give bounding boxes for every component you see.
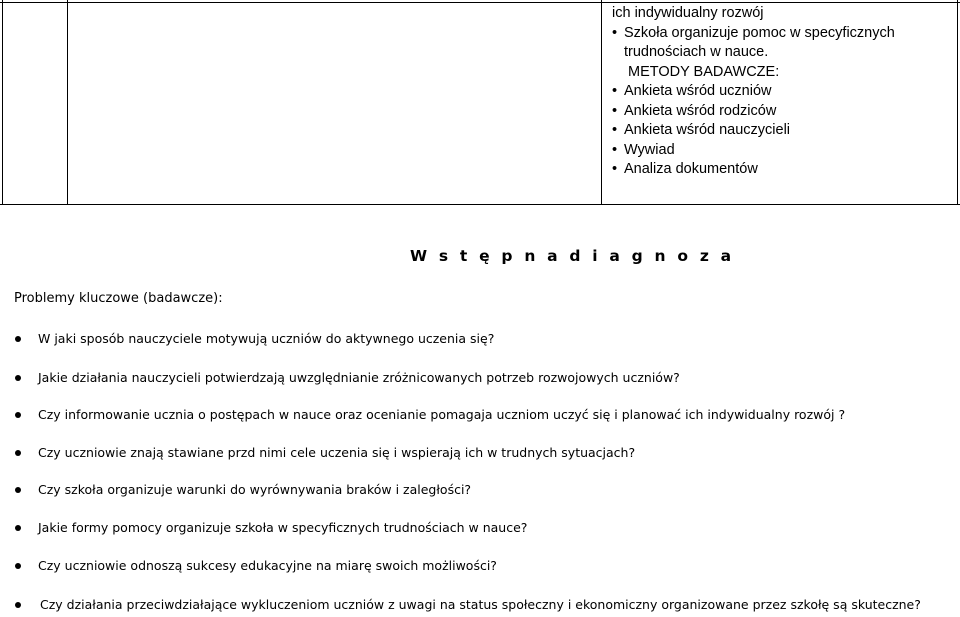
bullet-line	[612, 121, 952, 141]
bullet-icon	[15, 450, 21, 456]
question-item	[0, 370, 960, 390]
question-item	[0, 597, 960, 617]
question-text: W jaki sposób nauczyciele motywują uczniów do aktywnego uczenia się?	[38, 331, 495, 346]
bullet-icon	[15, 412, 21, 418]
question-text: Czy szkoła organizuje warunki do wyrównywania braków i zaległości?	[38, 482, 472, 497]
question-item	[0, 558, 960, 578]
bullet-icon: •	[612, 161, 618, 177]
question-text: Jakie formy pomocy organizuje szkoła w specyficznych trudnościach w nauce?	[38, 520, 528, 535]
question-item	[0, 445, 960, 465]
bullet-icon: •	[612, 122, 618, 138]
text-line	[612, 43, 952, 63]
line-text: Ankieta wśród uczniów	[624, 83, 772, 99]
bullet-icon: •	[612, 24, 618, 41]
question-item	[0, 520, 960, 540]
bullet-icon	[15, 525, 21, 531]
table-col-divider-1	[67, 0, 68, 205]
question-text: Czy uczniowie odnoszą sukcesy edukacyjne na miarę swoich możliwości?	[38, 558, 497, 573]
bullet-line	[612, 102, 952, 122]
bullet-line	[612, 160, 952, 180]
line-text: Ankieta wśród rodziców	[624, 102, 777, 119]
bullet-icon	[15, 375, 21, 381]
table-col-divider-2	[601, 0, 602, 205]
bullet-icon: •	[612, 83, 618, 99]
methods-cell	[612, 4, 952, 180]
bullet-icon: •	[612, 102, 618, 119]
bullet-icon	[15, 602, 21, 608]
bullet-icon	[15, 487, 21, 493]
question-text: Czy działania przeciwdziałające wykluczeniom uczniów z uwagi na status społeczny i ekonomiczny organizowane przez szkołę są skuteczne?	[40, 597, 921, 612]
question-item	[0, 407, 960, 427]
line-text: Ankieta wśród nauczycieli	[624, 122, 791, 138]
bullet-icon	[15, 563, 21, 569]
table-right-border	[957, 0, 958, 205]
bullet-line	[612, 141, 952, 161]
section-title: W s t ę p n a d i a g n o z a	[410, 247, 735, 265]
question-text: Jakie działania nauczycieli potwierdzają uwzględnianie zróżnicowanych potrzeb rozwojowych uczniów?	[38, 370, 680, 385]
line-text: METODY BADAWCZE:	[624, 63, 780, 80]
problems-label: Problemy kluczowe (badawcze):	[14, 291, 223, 306]
bullet-icon: •	[612, 141, 618, 158]
table-top-border	[0, 2, 960, 3]
line-text: trudnościach w nauce.	[624, 44, 769, 60]
line-text: ich indywidualny rozwój	[612, 5, 764, 21]
question-item	[0, 331, 960, 351]
text-line	[612, 4, 952, 24]
question-item	[0, 482, 960, 502]
bullet-line	[612, 24, 952, 44]
line-text: Analiza dokumentów	[624, 161, 758, 177]
line-text: Szkoła organizuje pomoc w specyficznych	[624, 24, 895, 41]
bullet-line	[612, 82, 952, 102]
text-line	[612, 63, 952, 83]
table-bottom-border	[0, 204, 960, 205]
bullet-icon	[15, 336, 21, 342]
methods-table	[0, 0, 960, 205]
table-left-border	[2, 0, 3, 205]
question-text: Czy uczniowie znają stawiane przd nimi cele uczenia się i wspierają ich w trudnych sytuacjach?	[38, 445, 636, 460]
question-text: Czy informowanie ucznia o postępach w nauce oraz ocenianie pomagaja uczniom uczyć się i planować ich indywidualny rozwój ?	[38, 407, 846, 422]
line-text: Wywiad	[624, 141, 675, 158]
